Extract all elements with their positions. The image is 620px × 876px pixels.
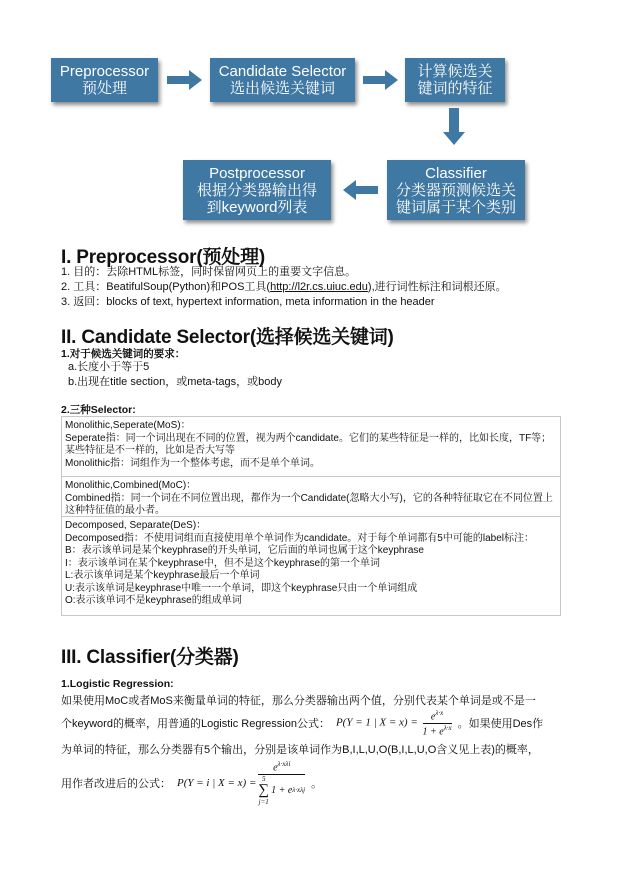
des-name: Decomposed, Separate(DeS)：	[65, 520, 207, 531]
postprocessor-zh1: 根据分类器输出得	[196, 181, 317, 199]
candidate-selector-zh: 选出候选关键词	[229, 80, 335, 97]
formula-2-den: 1 + e	[271, 784, 293, 796]
formula-1-den-sup: λ·x	[443, 723, 452, 732]
des-l: L:表示该单词是某个keyphrase最后一个单词	[65, 570, 260, 581]
des-b: B：表示该单词是某个keyphrase的开头单词，它后面的单词也属于这个keyphrase	[65, 545, 424, 556]
section1-item-2-text: 2. 工具：BeatifulSoup(Python)和POS工具(	[61, 281, 271, 293]
section1-item-1: 1. 目的：去除HTML标签，同时保留网页上的重要文字信息。	[61, 266, 357, 278]
classifier-en: Classifier	[425, 164, 487, 182]
lr-para-4a: 用作者改进后的公式：	[61, 778, 171, 790]
postprocessor-box	[183, 160, 331, 220]
tool-link[interactable]: http://l2r.cs.uiuc.edu	[270, 281, 368, 293]
formula-2	[177, 760, 307, 805]
formula-2-den-sup: λ·xλj	[292, 786, 306, 795]
formula-1-num: e	[430, 711, 436, 723]
des-i: I：表示该单词在某个keyphrase中，但不是这个keyphrase的第一个单词	[65, 557, 381, 569]
formula-2-sum-bottom: j=1	[258, 797, 269, 806]
preprocessor-box	[51, 58, 158, 102]
section1-item-3: 3. 返回：blocks of text, hypertext information, meta information in the header	[61, 296, 435, 308]
features-line2: 键词的特征	[417, 80, 493, 97]
lr-para-2a: 个keyword的概率，用普通的Logistic Regression公式：	[61, 718, 330, 730]
preprocessor-zh: 预处理	[81, 80, 127, 97]
classifier-zh2: 键词属于某个类别	[395, 198, 516, 216]
sum-icon: ∑	[258, 781, 270, 798]
mos-seperate: Seperate指：同一个词出现在不同的位置，视为两个candidate。它们的某些特征是一样的，比如长度，TF等；某些特征是不一样的，比如是否大写等	[65, 432, 552, 456]
arrow-left-icon	[343, 179, 379, 201]
selector-table	[61, 416, 561, 616]
mos-cell	[62, 417, 560, 477]
lr-para-1: 如果使用MoC或者MoS来衡量单词的特征，那么分类器输出两个值，分别代表某个单词是或不是一	[61, 695, 536, 707]
formula-2-sum-top: 5	[261, 774, 266, 783]
classifier-box	[387, 160, 525, 220]
arrow-down-icon	[442, 108, 466, 146]
des-cell	[62, 517, 560, 615]
formula-1-den: 1 + e	[422, 725, 444, 737]
mos-name: Monolithic,Seperate(MoS)：	[65, 420, 191, 431]
moc-name: Monolithic,Combined(MoC)：	[65, 480, 197, 491]
des-u: U:表示该单词是keyphrase中唯一一个单词，即这个keyphrase只由一个单词组成	[65, 582, 418, 594]
formula-1	[336, 709, 454, 737]
lr-para-4	[61, 758, 566, 808]
moc-combined: Combined指：同一个词在不同位置出现，都作为一个Candidate(忽略大小写)，它的各种特征取它在不同位置上这种特征值的最小者。	[65, 492, 553, 516]
section3-title: III. Classifier(分类器)	[61, 647, 239, 668]
des-desc: Decomposed指：不使用词组而直接使用单个单词作为candidate。对于每个单词都有5中可能的label标注：	[65, 532, 534, 544]
classifier-zh1: 分类器预测候选关	[395, 181, 516, 199]
mos-monolithic: Monolithic指：词组作为一个整体考虑，而不是单个单词。	[65, 457, 321, 469]
requirement-b: b.出现在title section，或meta-tags，或body	[68, 376, 282, 388]
postprocessor-en: Postprocessor	[209, 164, 305, 182]
selector-title: 2.三种Selector:	[61, 404, 136, 416]
postprocessor-zh2: 到keyword列表	[206, 198, 308, 216]
candidate-selector-en: Candidate Selector	[218, 63, 347, 80]
arrow-right-icon	[167, 69, 203, 91]
lr-para-4b: 。	[311, 778, 323, 790]
moc-cell	[62, 477, 560, 517]
formula-1-num-sup: λ·x	[435, 709, 444, 718]
preprocessor-en: Preprocessor	[59, 63, 150, 80]
features-line1: 计算候选关	[417, 63, 493, 80]
des-o: O:表示该单词不是keyphrase的组成单词	[65, 595, 242, 606]
formula-2-num-sup: λ·xλi	[277, 760, 291, 769]
section1-title: I. Preprocessor(预处理)	[61, 247, 265, 268]
arrow-right-icon	[363, 69, 399, 91]
requirements-title: 1.对于候选关键词的要求：	[61, 348, 186, 360]
lr-title: 1.Logistic Regression:	[61, 678, 174, 690]
candidate-selector-box	[210, 58, 355, 102]
requirement-a: a.长度小于等于5	[68, 361, 150, 373]
lr-para-3: 为单词的特征，那么分类器有5个输出，分别是该单词作为B,I,L,U,O(B,I,L,U,O含义见上表)的概率，	[61, 744, 539, 756]
features-box	[405, 58, 505, 102]
section1-item-2	[61, 281, 507, 294]
section2-title: II. Candidate Selector(选择候选关键词)	[61, 327, 394, 348]
formula-2-lhs: P(Y = i | X = x) =	[177, 776, 257, 789]
lr-para-2b: 。如果使用Des作	[457, 718, 544, 730]
formula-2-num: e	[273, 762, 278, 774]
section1-item-2-tail: ),进行词性标注和词根还原。	[367, 281, 507, 293]
formula-2-frac	[258, 760, 305, 805]
formula-1-lhs: P(Y = 1 | X = x) =	[335, 716, 418, 729]
formula-1-frac	[423, 709, 452, 737]
lr-para-2	[61, 708, 566, 738]
